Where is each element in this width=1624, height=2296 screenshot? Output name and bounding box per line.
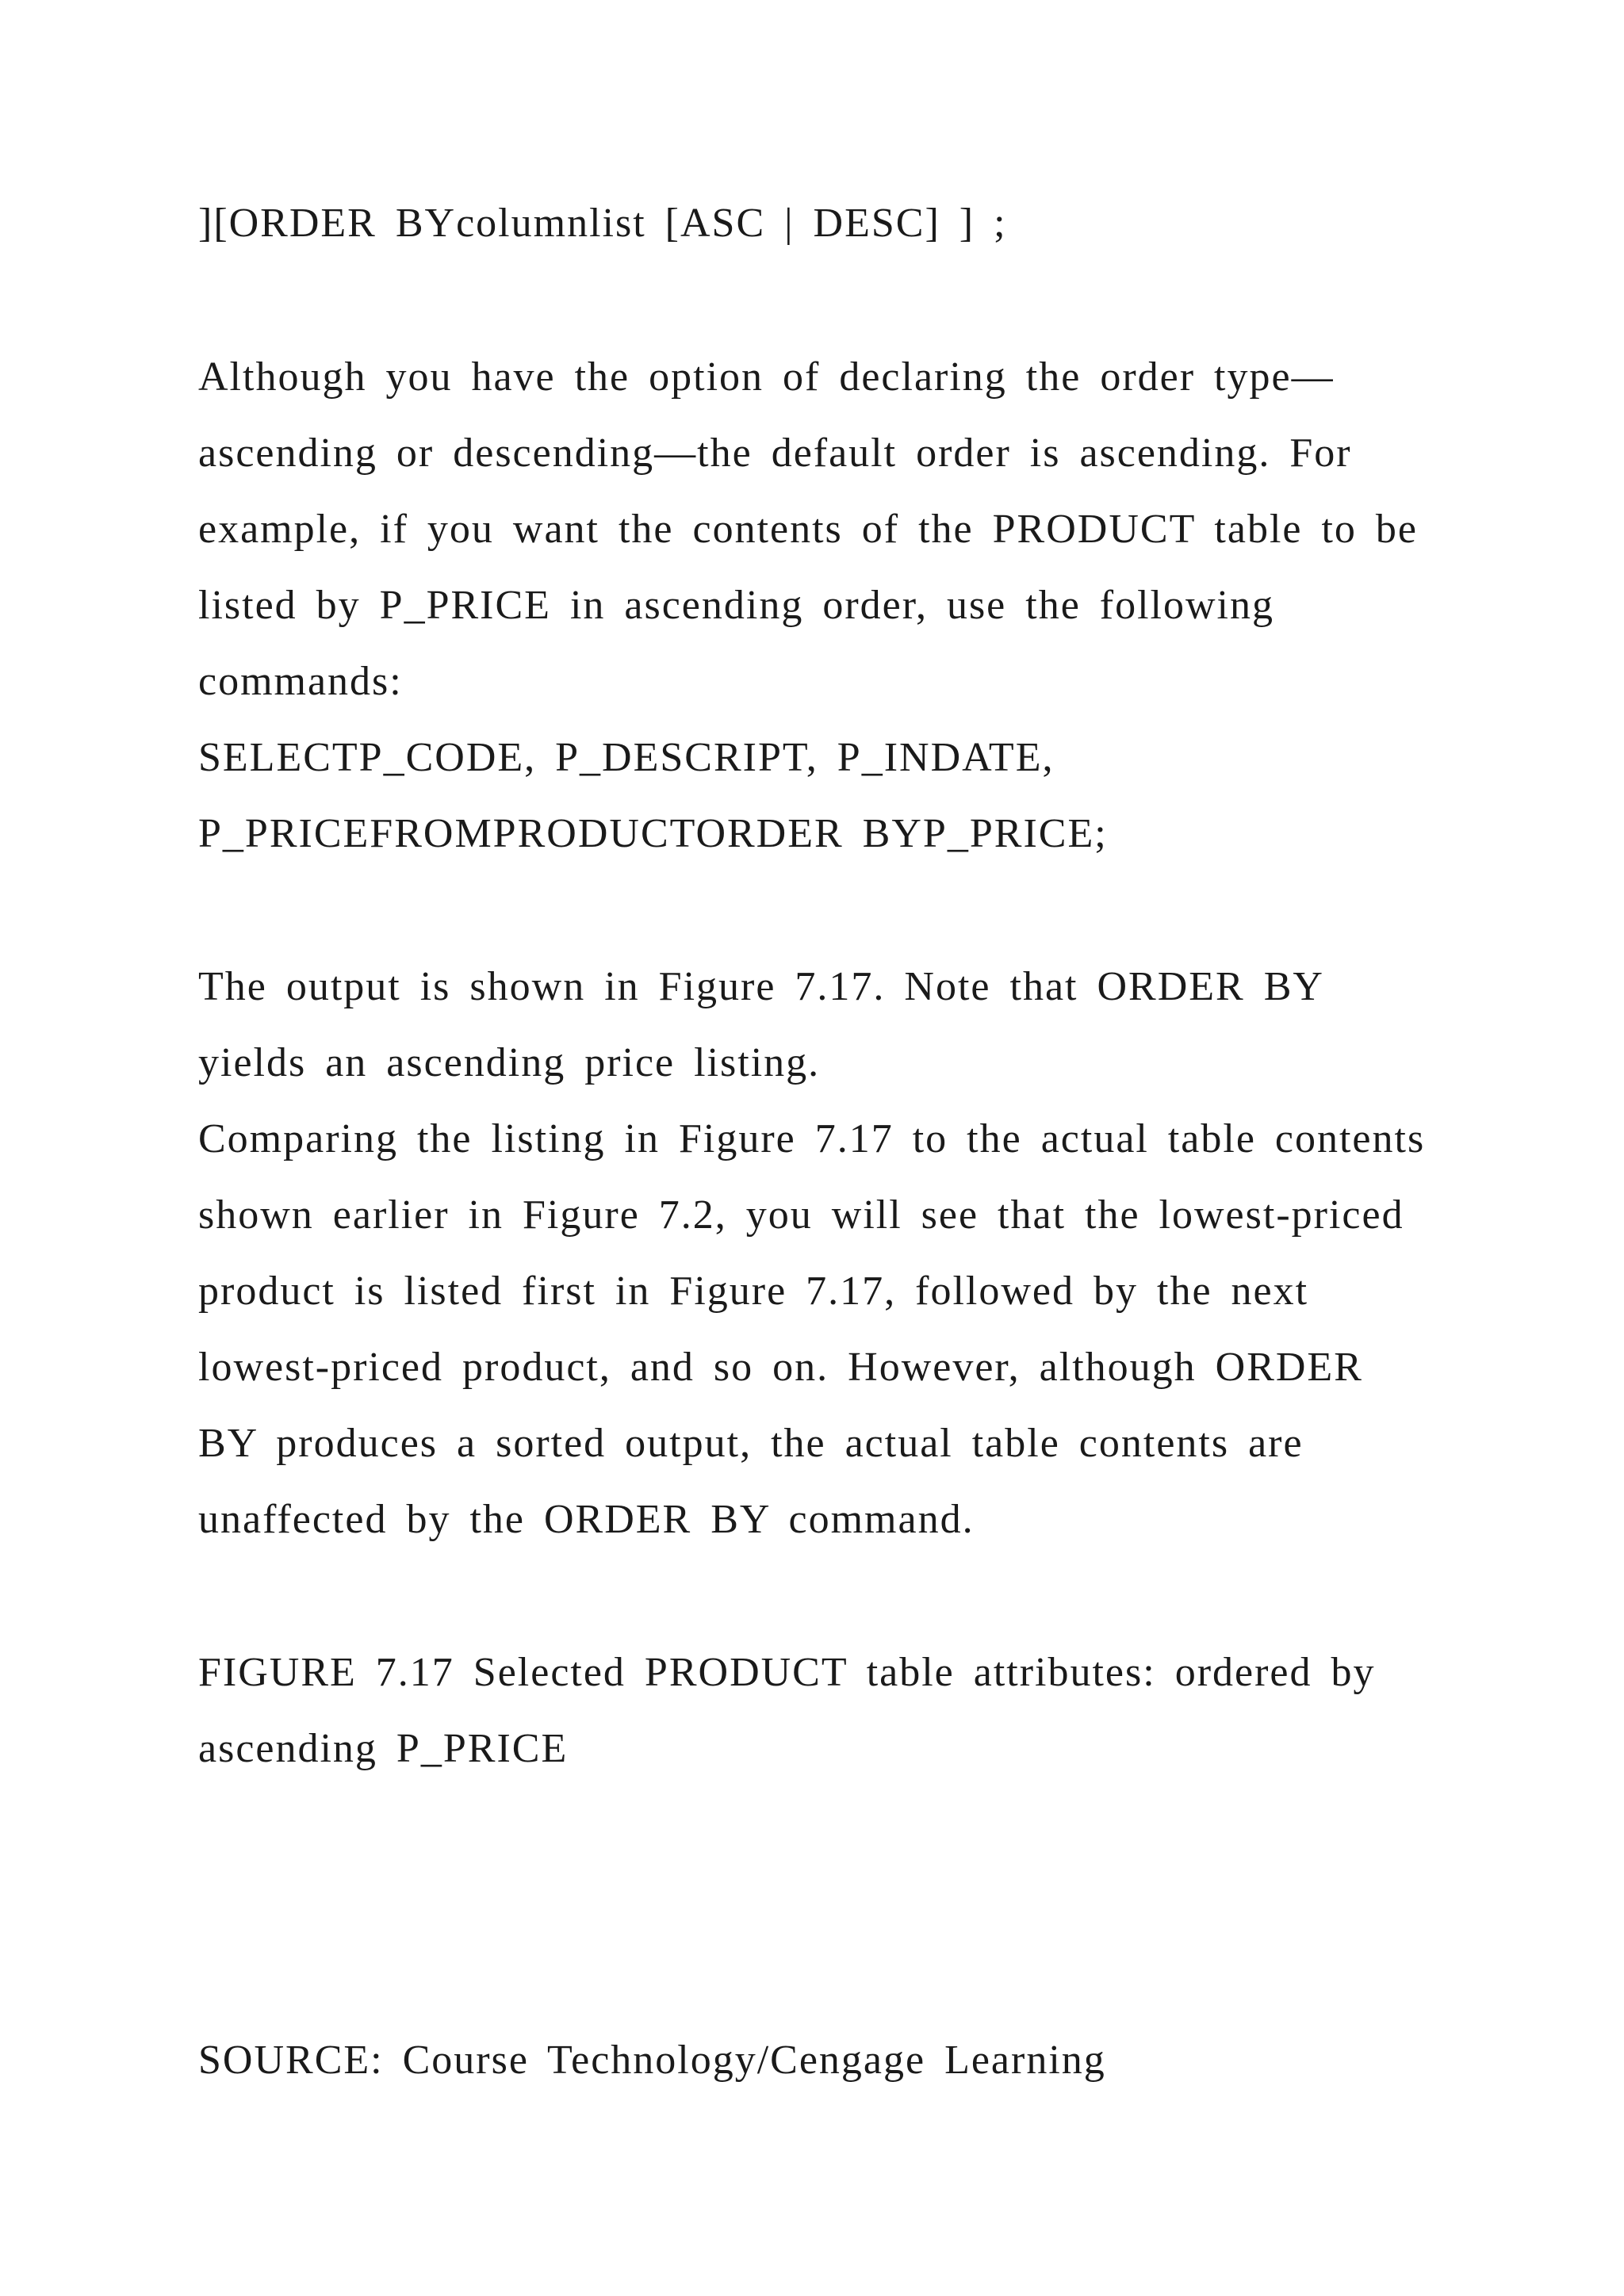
paragraph-3-line-3: product is listed first in Figure 7.17, followed by the next <box>198 1269 1309 1314</box>
code-line-2: P_PRICEFROMPRODUCTORDER BYP_PRICE; <box>198 811 1108 856</box>
paragraph-1-line-2: ascending or descending—the default order is ascending. For <box>198 430 1352 476</box>
paragraph-3-line-6: unaffected by the ORDER BY command. <box>198 1497 975 1542</box>
figure-caption-line-1: FIGURE 7.17 Selected PRODUCT table attributes: ordered by <box>198 1650 1376 1695</box>
syntax-line: ][ORDER BYcolumnlist [ASC | DESC] ] ; <box>198 201 1007 246</box>
paragraph-2-line-1: The output is shown in Figure 7.17. Note that ORDER BY <box>198 964 1324 1009</box>
paragraph-1-line-3: example, if you want the contents of the PRODUCT table to be <box>198 507 1418 552</box>
paragraph-3-line-1: Comparing the listing in Figure 7.17 to the actual table contents <box>198 1116 1426 1161</box>
paragraph-1-line-1: Although you have the option of declaring the order type— <box>198 354 1335 400</box>
figure-caption-line-2: ascending P_PRICE <box>198 1726 569 1771</box>
paragraph-3-line-2: shown earlier in Figure 7.2, you will see that the lowest-priced <box>198 1192 1404 1238</box>
paragraph-1-line-4: listed by P_PRICE in ascending order, use the following <box>198 583 1275 628</box>
paragraph-1-line-5: commands: <box>198 659 403 704</box>
source-credit: SOURCE: Course Technology/Cengage Learning <box>198 2038 1106 2083</box>
code-line-1: SELECTP_CODE, P_DESCRIPT, P_INDATE, <box>198 735 1055 780</box>
paragraph-2-line-2: yields an ascending price listing. <box>198 1040 821 1085</box>
paragraph-3-line-4: lowest-priced product, and so on. However, although ORDER <box>198 1345 1363 1390</box>
paragraph-3-line-5: BY produces a sorted output, the actual table contents are <box>198 1421 1304 1466</box>
